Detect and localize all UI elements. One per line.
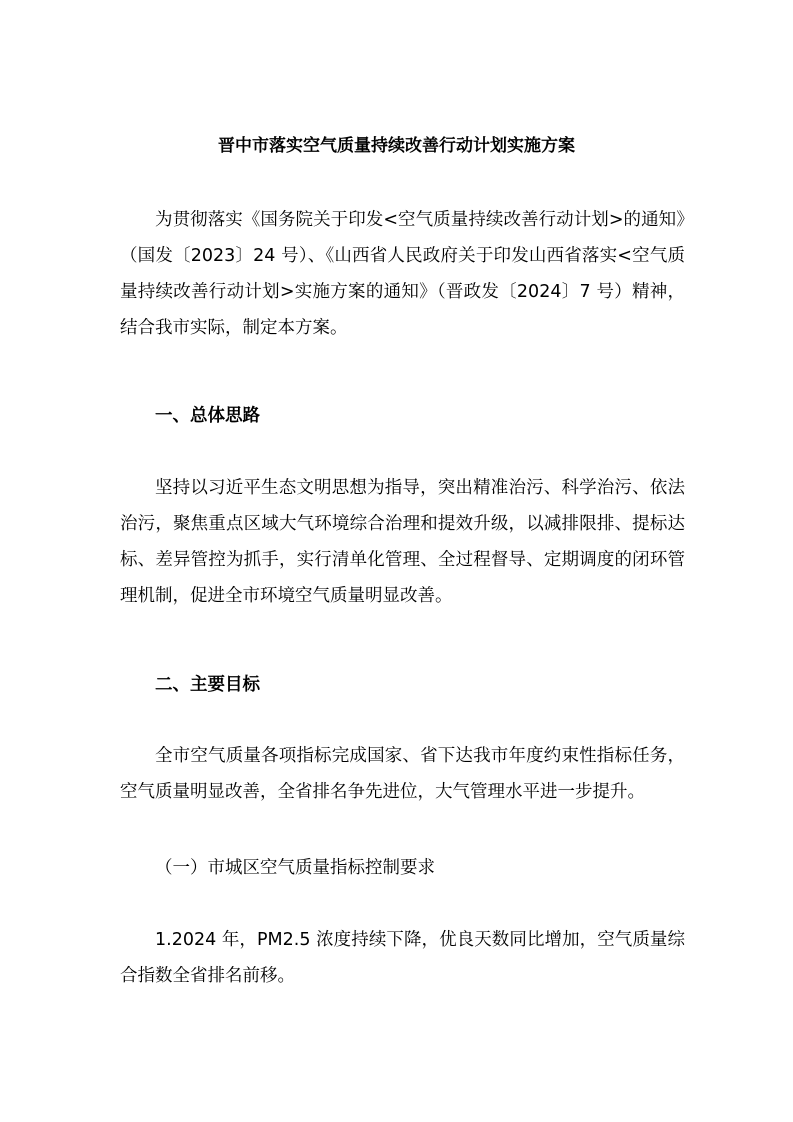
section-heading-overall-approach: 一、总体思路	[155, 406, 260, 426]
overall-approach-paragraph: 坚持以习近平生态文明思想为指导，突出精准治污、科学治污、依法治污，聚焦重点区域大气环境综合治理和提效升级，以减排限排、提标达标、差异管控为抓手，实行清单化管理、全过程督导、定期调度的闭环管理机制，促进全市环境空气质量明显改善。	[120, 478, 685, 606]
intro-paragraph: 为贯彻落实《国务院关于印发<空气质量持续改善行动计划>的通知》（国发〔2023〕24 号）、《山西省人民政府关于印发山西省落实<空气质量持续改善行动计划>实施方案的通知》（晋政发〔2024〕7 号）精神，结合我市实际，制定本方案。	[120, 210, 685, 338]
subsection-heading-city-air-quality: （一）市城区空气质量指标控制要求	[155, 858, 435, 878]
city-air-quality-item-1: 1.2024 年，PM2.5 浓度持续下降，优良天数同比增加，空气质量综合指数全省排名前移。	[120, 930, 685, 986]
document-title: 晋中市落实空气质量持续改善行动计划实施方案	[218, 136, 575, 156]
section-heading-main-goals: 二、主要目标	[155, 675, 260, 695]
main-goals-paragraph: 全市空气质量各项指标完成国家、省下达我市年度约束性指标任务，空气质量明显改善，全省排名争先进位，大气管理水平进一步提升。	[120, 746, 685, 802]
